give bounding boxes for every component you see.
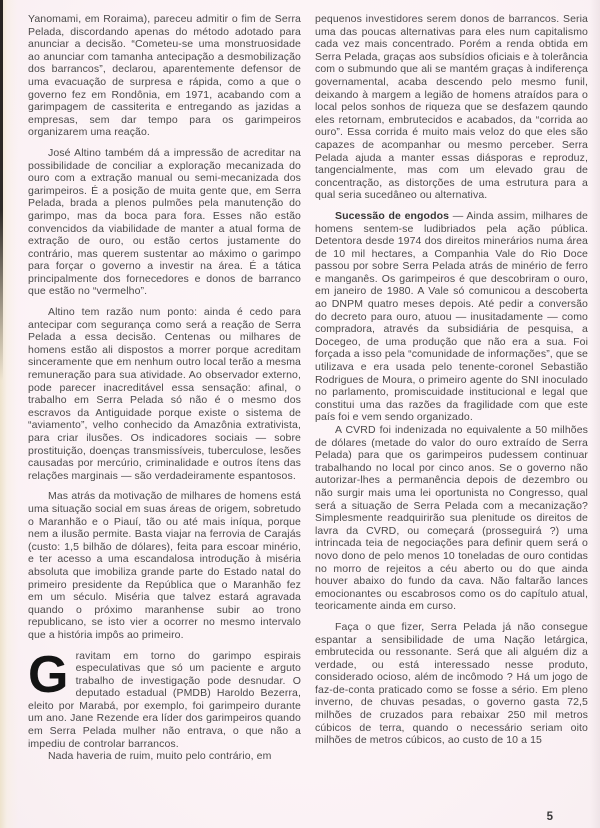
paragraph-text: Mas atrás da motivação de milhares de homens está uma situação social em suas áreas de origem, sobretudo o Maranhão e o Piauí, tão ou até mais iníqua, porque nem a ilusão permite. Basta viajar na ferrovia de Carajás (custo: 1,5 bilhão de dólares), feita para escoar minério, e ter acesso a uma escandalosa introdução à miséria absoluta que imobiliza grande parte do Estado natal do primeiro presidente da República que o Maranhão fez em um século. Miséria que talvez estará agravada quando o próximo maranhense subir ao trono republicano, se isto vier a ocorrer no mesmo intervalo que a história impôs ao primeiro. [28, 490, 301, 641]
paragraph [28, 490, 301, 641]
paragraph-text: ravitam em torno do garimpo espirais especulativas que só um paciente e arguto trabalho de investigação pode desnudar. O deputado estadual (PMDB) Haroldo Bezerra, eleito por Marabá, por exemplo, foi garimpeiro durante um ano. Jane Rezende era líder dos garimpeiros quando em Serra Pelada mulher não entrava, o que não a impediu de controlar barrancos. [28, 649, 301, 750]
paragraph [28, 750, 301, 763]
paragraph [315, 621, 588, 747]
runin-heading: Sucessão de engodos [335, 209, 450, 222]
paragraph-text: — Ainda assim, milhares de homens sentem-se ludibriados pela ação pública. Detentora desde 1974 dos direitos minerários numa área de 10 mil hectares, a Companhia Vale do Rio Doce passou por sobre Serra Pelada atrás de minério de ferro e manganês. Os garimpeiros é que descobriram o ouro, em janeiro de 1980. A Vale só comunicou a descoberta ao DNPM quatro meses depois. Até pedir a conversão do decreto para ouro, atuou — inusitadamente — como compradora, através da subsidiária de pesquisa, a Docegeo, de uma produção que não era a sua. Foi forçada a isso pela “comunidade de informações”, que se utilizava e era usada pelo tenente-coronel Sebastião Rodrigues de Moura, o primeiro agente do SNI inoculado no parlamento, promiscuidade institucional e legal que constitui uma das razões da fragilidade com que este país foi e vem sendo organizado. [315, 209, 588, 424]
paragraph-text: José Altino também dá a impressão de acreditar na possibilidade de conciliar a exploração mecanizada do ouro com a extração manual ou semi-mecanizada dos garimpeiros. É a posição de muita gente que, em Serra Pelada, brada a plenos pulmões pela manutenção do garimpo, mas da boca para fora. Esses não estão convencidos da viabilidade de manter a atual forma de extração de ouro, ou estão certos justamente do contrário, mas querem sustentar ao máximo o garimpo para forçar o governo a investir na área. É a tática principalmente dos fornecedores e donos de barranco que estão no “vermelho”. [28, 146, 301, 298]
paragraph-text: A CVRD foi indenizada no equivalente a 50 milhões de dólares (metade do valor do ouro extraído de Serra Pelada) para que os garimpeiros pudessem continuar trabalhando no local por cinco anos. Se o governo não autorizar-lhes a permanência depois de dezembro ou não surgir mais uma lei oportunista no Congresso, qual será a situação de Serra Pelada com a mecanização? Simplesmente readquirirão sua plenitude os direitos de lavra da CVRD, ou começará (prosseguirá ?) uma intrincada teia de negociações para definir quem será o novo dono de pelo menos 10 toneladas de ouro contidas no morro de rejeitos a céu aberto ou do que ainda houver abaixo do fundo da cava. Não faltarão lances emocionantes ou escabrosos como os do capítulo atual, teoricamente ainda em curso. [315, 424, 588, 613]
paragraph-text: Faça o que fizer, Serra Pelada já não consegue espantar a sensibilidade de uma Nação letárgica, embrutecida ou ressonante. Será que ali alguém diz a verdade, ou está interessado nesse produto, considerado ocioso, além de incômodo ? Há um jogo de faz-de-conta praticado como se fosse a sério. Em pleno inverno, de chuvas pesadas, o governo gasta 72,5 milhões de cruzados para rebaixar 250 mil metros cúbicos de terra, quando o necessário seriam oito milhões de metros cúbicos, ao custo de 10 a 15 [315, 620, 588, 747]
text-columns [28, 13, 588, 763]
page-edge-shadow [0, 0, 3, 381]
paragraph [28, 306, 301, 482]
paragraph-text: Yanomami, em Roraima), pareceu admitir o fim de Serra Pelada, discordando apenas do método adotado para anunciar a decisão. “Cometeu-se uma monstruosidade ao anunciar com tamanha antecipação a desmobilização dos barrancos”, declarou, aparentemente defensor de uma evacuação de surpresa e rápida, como a que o governo fez em Rondônia, em 1971, acabando com a garimpagem de cassiterita e entregando as jazidas a empresas, sem dar tempo para os garimpeiros organizarem uma reação. [28, 13, 301, 139]
paragraph [315, 210, 588, 424]
dropcap-letter-g: G [28, 645, 69, 704]
paragraph [28, 147, 301, 298]
right-column [315, 13, 588, 763]
paragraph [315, 424, 588, 613]
page-number: 5 [546, 811, 553, 823]
paragraph [28, 13, 301, 139]
paragraph-with-dropcap [28, 645, 301, 751]
paragraph-text: pequenos investidores serem donos de barrancos. Seria uma das poucas alternativas para eles num capitalismo cada vez mais concentrado. Porém a renda obtida em Serra Pelada, graças aos subsídios oficiais e à tolerância com o submundo que ali se mantém graças à indiferença governamental, acaba descendo pelo mesmo funil, deixando à margem a legião de homens atraídos para o local pelos sonhos de riqueza que se desfazem qaundo eles retornam, embrutecidos e acabados, da “corrida ao ouro”. Essa corrida é muito mais veloz do que eles são capazes de acompanhar ou mesmo perceber. Serra Pelada ajuda a manter essas diásporas e reproduz, tangencialmente, mas com um elevado grau de concentração, as distorções de uma estrutura para a qual seria sucedâneo ou alternativa. [315, 13, 588, 202]
paragraph-text: Altino tem razão num ponto: ainda é cedo para antecipar com segurança como será a reação de Serra Pelada a essa decisão. Centenas ou milhares de homens estão ali dispostos a morrer porque acreditam sinceramente que em nenhum outro local terão a mesma remuneração para sua atividade. Ao observador externo, pode parecer inacreditável essa sensação: afinal, o trabalho em Serra Pelada só não é o mesmo dos escravos da Antiguidade porque existe o sistema de “aviamento”, velho conhecido da Amazônia extrativista, para criar ilusões. Os indicadores sociais — sobre prostituição, doenças transmissíveis, tuberculose, lesões causadas por mercúrio, criminalidade e outros ítens das relações marginais — são verdadeiramente espantosos. [28, 306, 301, 482]
paragraph [315, 13, 588, 202]
paragraph-text: Nada haveria de ruim, muito pelo contrário, em [48, 750, 272, 763]
left-column [28, 13, 301, 763]
